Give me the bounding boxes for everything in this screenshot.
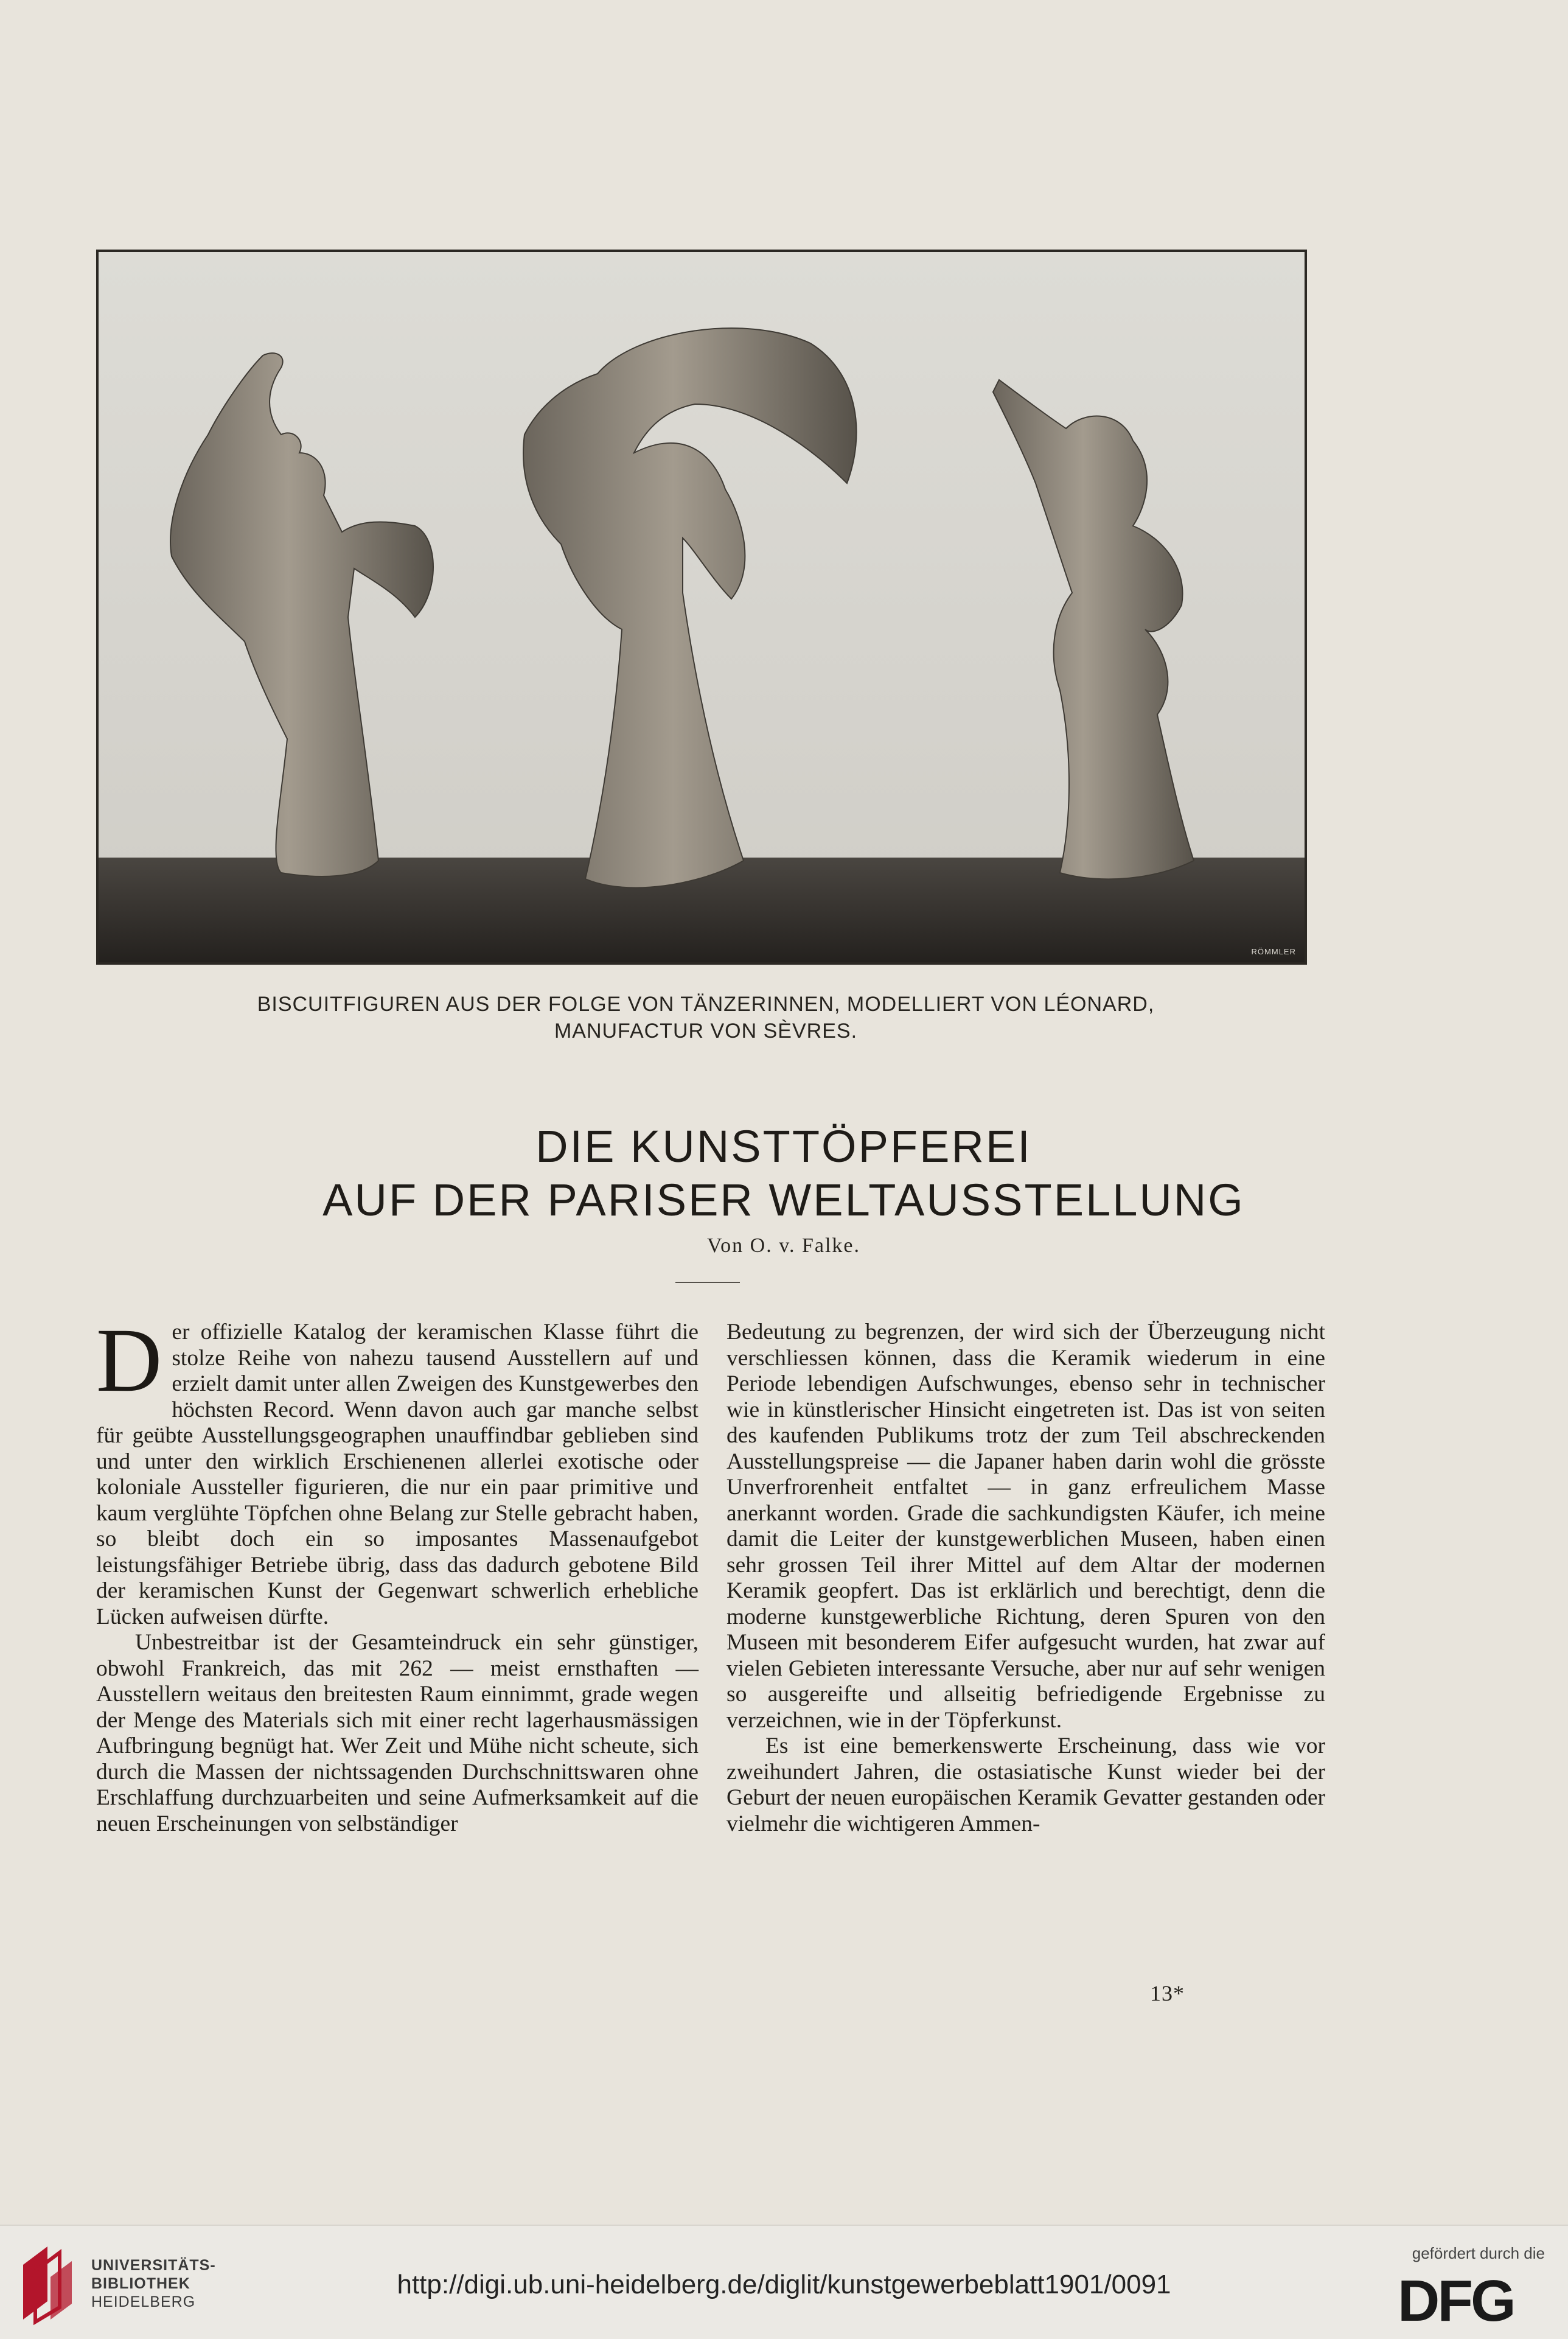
drop-cap: D [96,1310,162,1411]
page-number: 13* [1150,1981,1185,2005]
dfg-logo-text: DFG [1398,2273,1514,2326]
paragraph: Unbestreitbar ist der Gesamteindruck ein sehr günstiger, obwohl Frankreich, das mit 262 — meist ernsthaften — Ausstellern weitaus den breitesten Raum einnimmt, grade wegen der Menge des Materials sich mit einer recht lagerhausmässigen Aufbringung begnügt hat. Wer Zeit und Mühe nicht scheute, sich durch die Massen der nichtssagenden Durchschnittswaren ohne Erschlaffung durchzuarbeiten und seine Aufmerksamkeit auf die neuen Erscheinungen von selbständiger [96,1630,699,1836]
sponsor-label: gefördert durch die [1412,2244,1545,2262]
title-divider [675,1282,740,1283]
article-title [183,1120,1385,1227]
viewer-footer [0,2225,1568,2339]
photo-plate-dancers [96,250,1307,965]
title-line: AUF DER PARISER WELTAUSSTELLUNG [322,1175,1245,1225]
figure-caption [183,991,1229,1044]
caption-line: MANUFACTUR VON SÈVRES. [554,1019,858,1043]
library-name-line: BIBLIOTHEK [91,2275,190,2292]
dancer-right [993,380,1194,879]
paragraph: Bedeutung zu begrenzen, der wird sich der Überzeugung nicht verschliessen können, dass die Keramik wiederum in eine Periode lebendigen Aufschwunges, ebenso sehr in technischer wie in künstlerischer Hinsicht eingetreten ist. Das ist von seiten des kaufenden Publikums trotz der zum Teil abschreckenden Ausstellungspreise — die Japaner haben darin wohl die grösste Unverfrorenheit entfaltet — in ganz erfreulichem Masse anerkannt worden. Grade die sachkundigsten Käufer, ich meine damit die Leiter der kunstgewerblichen Museen, haben einen sehr grossen Teil ihrer Mittel auf dem Altar der modernen Keramik geopfert. Das ist erklärlich und berechtigt, denn die moderne kunstgewerbliche Richtung, deren Spuren von den Museen mit besonderem Eifer aufgesucht wurden, hat zwar auf vielen Gebieten interessante Versuche, aber nur auf sehr wenigen so ausgereifte und allseitig befriedigende Ergebnisse zu verzeichnen, wie in der Töpferkunst. [727,1320,1325,1733]
dancer-middle [523,328,856,887]
photo-credit: RÖMMLER [1251,947,1296,956]
paragraph [96,1310,699,1630]
dancer-left [170,353,433,876]
paragraph-text: er offizielle Katalog der keramischen Klasse führt die stolze Reihe von nahezu tausend Ausstellern auf und erzielt damit unter allen Zweigen des Kunstgewerbes den höchsten Record. Wenn davon auch gar manche selbst für geübte Ausstellungsgeographen unauffindbar geblieben sind und unter den wirklich Erschienenen allerlei exotische oder koloniale Aussteller figurieren, die nur ein paar primitive und kaum verglühte Töpfchen ohne Belang zur Stelle gebracht haben, so bleibt doch ein so imposantes Massenaufgebot leistungsfähiger Betriebe übrig, dass das dadurch gebotene Bild der keramischen Kunst der Gegenwart schwerlich erhebliche Lücken aufweisen dürfte. [96,1320,699,1629]
dfg-logo-icon[interactable] [1398,2273,1544,2326]
library-name-line: UNIVERSITÄTS- [91,2257,216,2274]
text-column-right [727,1320,1325,1837]
paragraph: Es ist eine bemerkenswerte Erscheinung, dass wie vor zweihundert Jahren, die ostasiatische Kunst wieder bei der Geburt der neuen europäischen Keramik Gevatter gestanden oder vielmehr die wichtigeren Ammen- [727,1733,1325,1836]
permalink-link[interactable]: http://digi.ub.uni-heidelberg.de/diglit/kunstgewerbeblatt1901/0091 [397,2270,1171,2299]
text-column-left [96,1310,699,1837]
library-name-line: HEIDELBERG [91,2293,196,2310]
caption-line: BISCUITFIGUREN AUS DER FOLGE VON TÄNZERINNEN, MODELLIERT VON LÉONARD, [257,993,1155,1016]
byline: Von O. v. Falke. [706,1234,861,1257]
title-line: DIE KUNSTTÖPFEREI [535,1121,1032,1172]
biscuit-figures-photo [99,252,1305,962]
